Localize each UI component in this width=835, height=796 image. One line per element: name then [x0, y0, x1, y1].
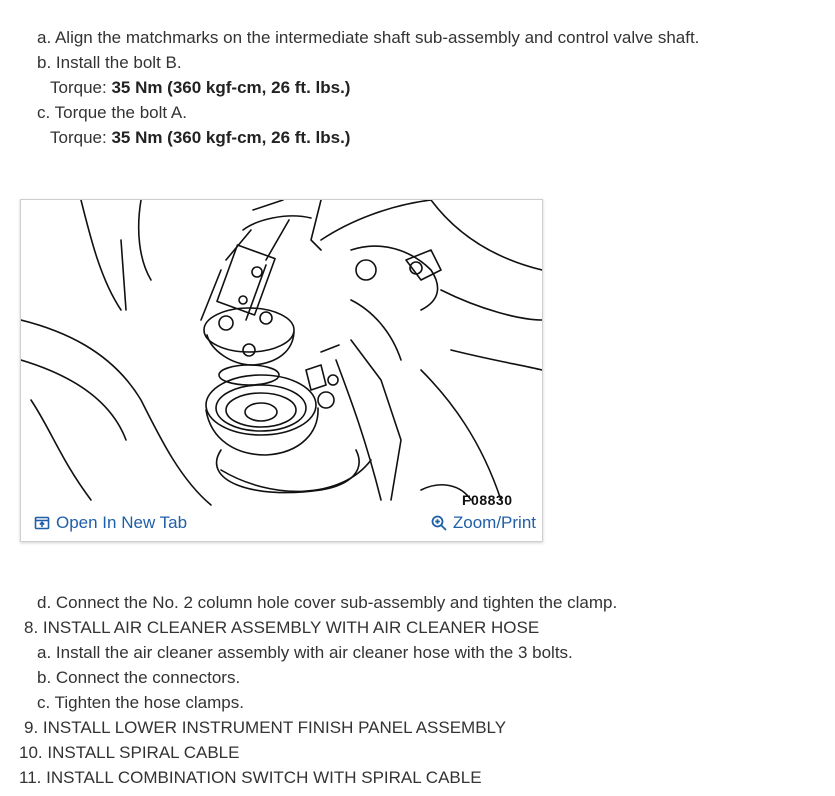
step-9-heading: 9. INSTALL LOWER INSTRUMENT FINISH PANEL ASSEMBLY [24, 718, 507, 737]
step-8b: b. Connect the connectors. [37, 668, 241, 687]
step-a-align: a. Align the matchmarks on the intermediate shaft sub-assembly and control valve shaft. [37, 28, 700, 47]
open-in-new-tab-label: Open In New Tab [56, 513, 188, 532]
torque-label: Torque: [50, 78, 107, 97]
step-b-install-bolt: b. Install the bolt B. [37, 53, 182, 72]
step-10-heading: 10. INSTALL SPIRAL CABLE [19, 743, 240, 762]
step-11-heading: 11. INSTALL COMBINATION SWITCH WITH SPIRAL CABLE [19, 768, 482, 787]
step-8-heading: 8. INSTALL AIR CLEANER ASSEMBLY WITH AIR CLEANER HOSE [24, 618, 540, 637]
figure-code: F08830 [462, 492, 513, 508]
torque-line-2 [50, 128, 350, 148]
figure-panel [20, 199, 543, 542]
torque-label: Torque: [50, 128, 107, 147]
step-8c: c. Tighten the hose clamps. [37, 693, 244, 712]
torque-line-1 [50, 78, 350, 98]
zoom-print-label: Zoom/Print [452, 513, 536, 532]
zoom-print-link[interactable] [431, 513, 536, 533]
open-in-new-tab-link[interactable] [34, 513, 187, 533]
step-c-torque-bolt: c. Torque the bolt A. [37, 103, 187, 122]
zoom-in-icon [431, 515, 447, 531]
torque-value: 35 Nm (360 kgf-cm, 26 ft. lbs.) [111, 128, 351, 147]
steering-shaft-illustration [21, 200, 542, 510]
torque-value: 35 Nm (360 kgf-cm, 26 ft. lbs.) [111, 78, 351, 97]
open-in-new-tab-icon [34, 515, 50, 531]
step-8a: a. Install the air cleaner assembly with air cleaner hose with the 3 bolts. [37, 643, 573, 662]
step-d-connect-cover: d. Connect the No. 2 column hole cover sub-assembly and tighten the clamp. [37, 593, 618, 612]
